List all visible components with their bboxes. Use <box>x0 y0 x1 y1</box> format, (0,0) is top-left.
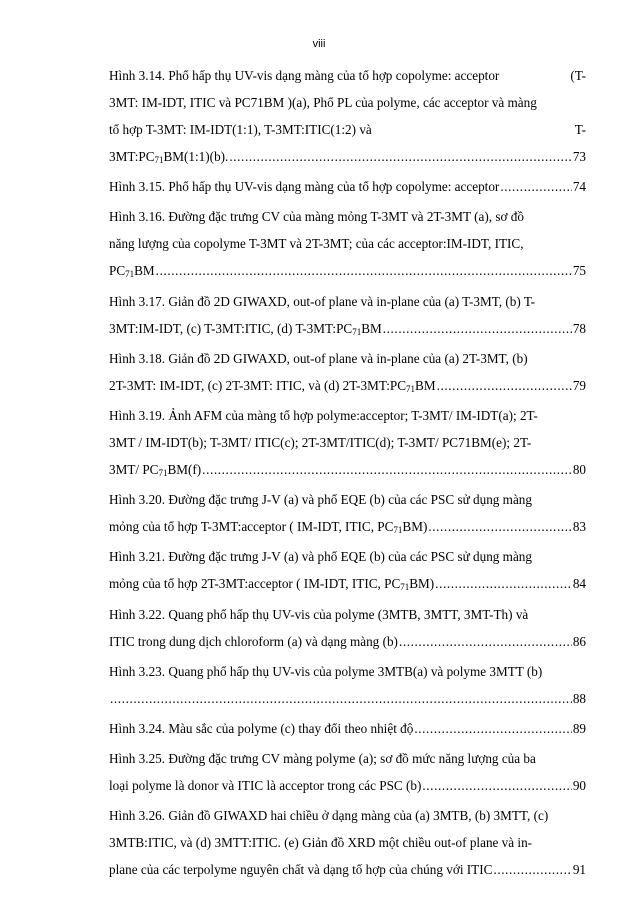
entry-text-part: BM(f) <box>167 461 202 477</box>
toc-entry[interactable] <box>109 543 586 597</box>
toc-entry-last-line <box>109 685 586 712</box>
entry-text: Hình 3.25. Đường đặc trưng CV màng polyme (a); sơ đồ mức năng lượng của ba <box>109 751 536 767</box>
entry-text-part: 3MT:PC <box>109 149 155 164</box>
entry-page-number: 80 <box>572 461 586 477</box>
dot-leader <box>500 173 571 200</box>
toc-entry-last-line <box>109 715 586 742</box>
entry-text: Hình 3.26. Giản đồ GIWAXD hai chiều ở dạng màng của (a) 3MTB, (b) 3MTT, (c) <box>109 808 549 824</box>
toc-entry[interactable] <box>109 402 586 483</box>
toc-entry[interactable] <box>109 173 586 200</box>
dot-leader <box>399 628 572 655</box>
entry-page-number: 91 <box>572 862 586 878</box>
entry-text-part: mỏng của tổ hợp T-3MT:acceptor ( IM-IDT, ITIC, PC <box>109 519 394 535</box>
entry-text-part: BM <box>415 377 436 393</box>
toc-entry[interactable] <box>109 745 586 799</box>
entry-text: Hình 3.22. Quang phổ hấp thụ UV-vis của polyme (3MTB, 3MTT, 3MT-Th) và <box>109 606 529 622</box>
toc-entry-last-line <box>109 315 586 342</box>
entry-text-part: Hình 3.24. Màu sắc của polyme (c) thay đổi theo nhiệt độ <box>109 720 414 736</box>
entry-text-part: BM) <box>402 519 428 535</box>
entry-page-number: 83 <box>572 519 586 535</box>
subscript: 71 <box>406 383 416 394</box>
toc-entry-line <box>109 203 586 230</box>
toc-entry-line <box>109 543 586 570</box>
toc-entry-last-line <box>109 628 586 655</box>
toc-entry-line <box>109 802 586 829</box>
entry-text-part: mỏng của tổ hợp 2T-3MT:acceptor ( IM-IDT, ITIC, PC <box>109 576 401 592</box>
entry-page-number: 84 <box>572 576 586 592</box>
entry-page-number: 90 <box>572 778 586 794</box>
entry-text: Hình 3.18. Giản đồ 2D GIWAXD, out-of plane và in-plane của (a) 2T-3MT, (b) <box>109 350 528 366</box>
entry-text: Hình 3.17. Giản đồ 2D GIWAXD, out-of plane và in-plane của (a) T-3MT, (b) T- <box>109 293 536 309</box>
entry-text-part: 3MT/ PC <box>109 461 159 477</box>
toc-entry-last-line <box>109 173 586 200</box>
dot-leader <box>493 856 571 883</box>
toc-entry[interactable] <box>109 715 586 742</box>
toc-entry-last-line <box>109 257 586 284</box>
toc-entry-last-line <box>109 856 586 883</box>
page-number: viii <box>312 38 326 50</box>
entry-page-number: 73 <box>572 149 586 164</box>
entry-text: Hình 3.20. Đường đặc trưng J-V (a) và phổ EQE (b) của các PSC sử dụng màng <box>109 492 532 508</box>
entry-text <box>109 315 382 342</box>
entry-text-part: BM(1:1)(b). <box>163 149 229 164</box>
entry-text-part: BM <box>361 320 382 336</box>
toc-entry-line <box>109 745 586 772</box>
dot-leader <box>383 315 572 342</box>
toc-entry-line <box>109 486 586 513</box>
entry-text: 3MTB:ITIC, và (d) 3MTT:ITIC. (e) Giản đồ XRD một chiều out-of plane và in- <box>109 835 533 851</box>
entry-text: Hình 3.19. Ảnh AFM của màng tổ hợp polyme:acceptor; T-3MT/ IM-IDT(a); 2T- <box>109 407 538 423</box>
subscript: 71 <box>400 582 410 593</box>
subscript: 71 <box>352 326 362 337</box>
toc-entry-last-line <box>109 513 586 540</box>
entry-text: Hình 3.16. Đường đặc trưng CV của màng mỏng T-3MT và 2T-3MT (a), sơ đồ <box>109 209 524 225</box>
entry-text <box>109 772 421 799</box>
toc-entry-line <box>109 288 586 315</box>
subscript: 71 <box>125 269 135 280</box>
toc-entry-line <box>109 62 586 89</box>
toc-entry[interactable] <box>109 802 586 883</box>
toc-entry-line <box>109 89 586 116</box>
toc-entry-last-line <box>109 772 586 799</box>
entry-page-number: 88 <box>572 690 586 706</box>
entry-text <box>109 173 499 200</box>
entry-text-part: BM <box>134 263 155 279</box>
entry-text: 3MT: IM-IDT, ITIC và PC71BM )(a), Phổ PL của polyme, các acceptor và màng <box>109 95 537 110</box>
entry-text-part: 2T-3MT: IM-IDT, (c) 2T-3MT: ITIC, và (d) 2T-3MT:PC <box>109 377 407 393</box>
entry-text-part: plane của các terpolyme nguyên chất và dạng tổ hợp của chúng với ITIC <box>109 862 493 878</box>
toc-entry[interactable] <box>109 345 586 399</box>
toc-entry-last-line <box>109 456 586 483</box>
toc-entry-line <box>109 658 586 685</box>
subscript: 71 <box>393 525 403 536</box>
dot-leader <box>437 372 572 399</box>
toc-entry-last-line <box>109 372 586 399</box>
toc-entry-line <box>109 116 586 143</box>
entry-text <box>109 570 434 597</box>
entry-text-part: 3MT:IM-IDT, (c) T-3MT:ITIC, (d) T-3MT:PC <box>109 320 353 336</box>
entry-text-part: PC <box>109 263 126 279</box>
entry-text: Hình 3.23. Quang phổ hấp thụ UV-vis của polyme 3MTB(a) và polyme 3MTT (b) <box>109 663 543 679</box>
entry-text <box>109 715 413 742</box>
toc-entry-line <box>109 429 586 456</box>
toc-entry[interactable] <box>109 288 586 342</box>
dot-leader <box>435 570 572 597</box>
toc-entry-line <box>109 601 586 628</box>
entry-text: tổ hợp T-3MT: IM-IDT(1:1), T-3MT:ITIC(1:2) và <box>109 122 372 137</box>
toc-entry-line <box>109 402 586 429</box>
entry-text: năng lượng của copolyme T-3MT và 2T-3MT; của các acceptor:IM-IDT, ITIC, <box>109 236 524 252</box>
entry-page-number: 86 <box>572 633 586 649</box>
dot-leader <box>428 513 571 540</box>
entry-text <box>109 513 427 540</box>
subscript: 71 <box>158 467 168 478</box>
toc-entry-line <box>109 829 586 856</box>
dot-leader <box>110 685 572 712</box>
subscript: 71 <box>154 155 164 165</box>
entry-text <box>109 257 155 284</box>
entry-text: (T- <box>570 68 586 83</box>
entry-text: Hình 3.21. Đường đặc trưng J-V (a) và phổ EQE (b) của các PSC sử dụng màng <box>109 549 532 565</box>
entry-text-part: ITIC trong dung dịch chloroform (a) và dạng màng (b) <box>109 633 398 649</box>
dot-leader <box>422 772 571 799</box>
entry-text-part: loại polyme là donor và ITIC là acceptor trong các PSC (b) <box>109 778 422 794</box>
toc-entry-line <box>109 230 586 257</box>
toc-entry[interactable] <box>109 203 586 284</box>
entry-page-number: 74 <box>572 179 586 195</box>
entry-text <box>109 628 398 655</box>
entry-text <box>109 372 436 399</box>
entry-page-number: 75 <box>572 263 586 279</box>
toc-entry[interactable] <box>109 62 586 170</box>
toc-entry[interactable] <box>109 486 586 540</box>
list-of-figures <box>109 62 586 886</box>
entry-text <box>109 856 492 883</box>
entry-page-number: 89 <box>572 720 586 736</box>
toc-entry-line <box>109 345 586 372</box>
dot-leader <box>414 715 571 742</box>
toc-entry-last-line <box>109 570 586 597</box>
entry-text: 3MT / IM-IDT(b); T-3MT/ ITIC(c); 2T-3MT/ITIC(d); T-3MT/ PC71BM(e); 2T- <box>109 434 532 450</box>
entry-text-part: Hình 3.15. Phổ hấp thụ UV-vis dạng màng của tổ hợp copolyme: acceptor <box>109 179 500 195</box>
toc-entry-last-line <box>109 143 586 170</box>
toc-entry[interactable] <box>109 658 586 712</box>
entry-text-part: BM) <box>409 576 435 592</box>
dot-leader <box>202 456 572 483</box>
dot-leader <box>229 143 571 170</box>
entry-text <box>109 143 228 170</box>
entry-page-number: 79 <box>572 377 586 393</box>
entry-text: Hình 3.14. Phổ hấp thụ UV-vis dạng màng của tổ hợp copolyme: acceptor <box>109 68 500 83</box>
entry-text <box>109 456 201 483</box>
dot-leader <box>156 257 572 284</box>
toc-entry[interactable] <box>109 601 586 655</box>
entry-text: T- <box>574 122 586 137</box>
entry-page-number: 78 <box>572 320 586 336</box>
